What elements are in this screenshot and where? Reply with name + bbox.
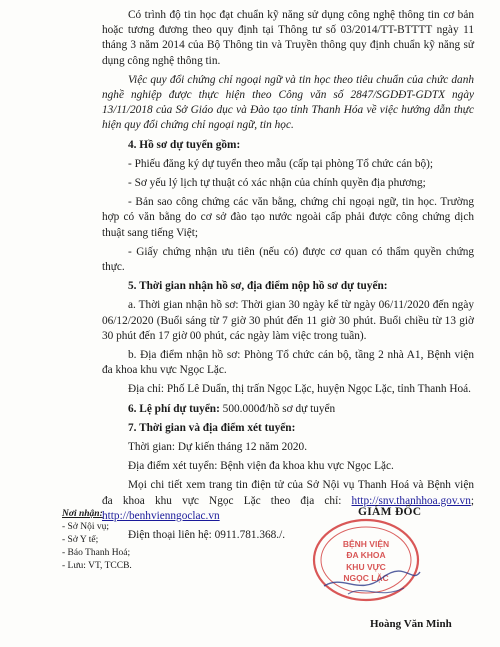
recipients-block bbox=[62, 508, 222, 573]
section-6 bbox=[102, 402, 474, 417]
section-5-heading: 5. Thời gian nhận hồ sơ, địa điểm nộp hồ sơ dự tuyển: bbox=[128, 280, 388, 293]
hospital-link[interactable]: http://benhvienngoclac.vn bbox=[102, 509, 220, 522]
recipient-item: - Sở Nội vụ; bbox=[62, 522, 109, 532]
recipient-item: - Sở Y tế; bbox=[62, 535, 99, 545]
details-text: Mọi chi tiết xem trang tin điện tử của Sở Nội vụ Thanh Hoá và Bệnh viện đa khoa khu vực Ngọc Lặc theo địa chỉ: bbox=[102, 479, 474, 507]
section-4-item: - Phiếu đăng ký dự tuyển theo mẫu (cấp tại phòng Tổ chức cán bộ); bbox=[128, 157, 434, 170]
official-stamp bbox=[304, 514, 424, 604]
section-4-item: - Bản sao công chứng các văn bằng, chứng chỉ ngoại ngữ, tin học. Trường hợp có văn bằng do cơ sở đào tạo nước ngoài cấp phải được công chứng dịch thuật sang tiếng Việt; bbox=[102, 196, 474, 239]
director-name: Hoàng Văn Minh bbox=[370, 618, 452, 630]
section-5-place: b. Địa điểm nhận hồ sơ: Phòng Tổ chức cán bộ, tầng 2 nhà A1, Bệnh viện đa khoa khu vực Ngọc Lặc. bbox=[102, 349, 474, 377]
section-7-heading: 7. Thời gian và địa điểm xét tuyển: bbox=[128, 421, 296, 434]
signature-block bbox=[300, 500, 490, 640]
section-7-time: Thời gian: Dự kiến tháng 12 năm 2020. bbox=[128, 441, 308, 454]
section-4-item: - Giấy chứng nhận ưu tiên (nếu có) được cơ quan có thẩm quyền chứng thực. bbox=[102, 245, 474, 274]
paragraph-it-standard: Có trình độ tin học đạt chuẩn kỹ năng sử dụng công nghệ thông tin cơ bản hoặc tương đương theo quy định tại Thông tư số 03/2014/TT-BTTTT ngày 11 tháng 3 năm 2014 của Bộ Thông tin và Truyền thông quy định chuẩn kỹ năng sử dụng công nghệ thông tin. bbox=[102, 9, 474, 67]
contact-phone: Điện thoại liên hệ: 0911.781.368./. bbox=[128, 529, 286, 542]
recipient-item: - Lưu: VT, TCCB. bbox=[62, 561, 132, 571]
svg-text:ĐA KHOA: ĐA KHOA bbox=[346, 550, 386, 560]
section-4-item: - Sơ yếu lý lịch tự thuật có xác nhận của chính quyền địa phương; bbox=[128, 177, 426, 190]
section-6-fee: 500.000đ/hồ sơ dự tuyển bbox=[219, 402, 336, 415]
recipients-title: Nơi nhận: bbox=[62, 509, 103, 519]
director-title: GIÁM ĐỐC bbox=[358, 506, 422, 518]
section-6-heading: 6. Lệ phí dự tuyển: bbox=[128, 402, 220, 415]
svg-text:KHU VỰC: KHU VỰC bbox=[346, 562, 386, 572]
section-4-heading: 4. Hồ sơ dự tuyển gồm: bbox=[128, 138, 241, 151]
link-separator: ; bbox=[470, 494, 474, 507]
snv-link[interactable]: http://snv.thanhhoa.gov.vn bbox=[351, 494, 471, 507]
svg-text:BỆNH VIỆN: BỆNH VIỆN bbox=[342, 539, 390, 549]
section-7-place: Địa điểm xét tuyển: Bệnh viện đa khoa khu vực Ngọc Lặc. bbox=[128, 460, 394, 473]
section-5-address: Địa chỉ: Phố Lê Duẩn, thị trấn Ngọc Lặc, huyện Ngọc Lặc, tỉnh Thanh Hoá. bbox=[128, 383, 471, 396]
svg-text:NGỌC LẶC: NGỌC LẶC bbox=[343, 573, 389, 583]
section-5-time: a. Thời gian nhận hồ sơ: Thời gian 30 ngày kể từ ngày 06/11/2020 đến ngày 06/12/2020 (Buổi sáng từ 7 giờ 30 phút đến 11 giờ 30 phút. Buổi chiều từ 13 giờ 30 phút đến 17 giờ 00 phút, các ngày làm việc trong tuần). bbox=[102, 299, 474, 342]
document-body bbox=[102, 8, 474, 547]
recipient-item: - Báo Thanh Hoá; bbox=[62, 548, 131, 558]
paragraph-certificate-conversion: Việc quy đổi chứng chỉ ngoại ngữ và tin học theo tiêu chuẩn của chức danh nghề nghiệp được thực hiện theo Công văn số 2847/SGDĐT-GDTX ngày 13/11/2018 của Sở Giáo dục và Đào tạo tỉnh Thanh Hóa về việc hướng dẫn thực hiện quy đổi chứng chỉ ngoại ngữ, tin học. bbox=[102, 73, 474, 132]
